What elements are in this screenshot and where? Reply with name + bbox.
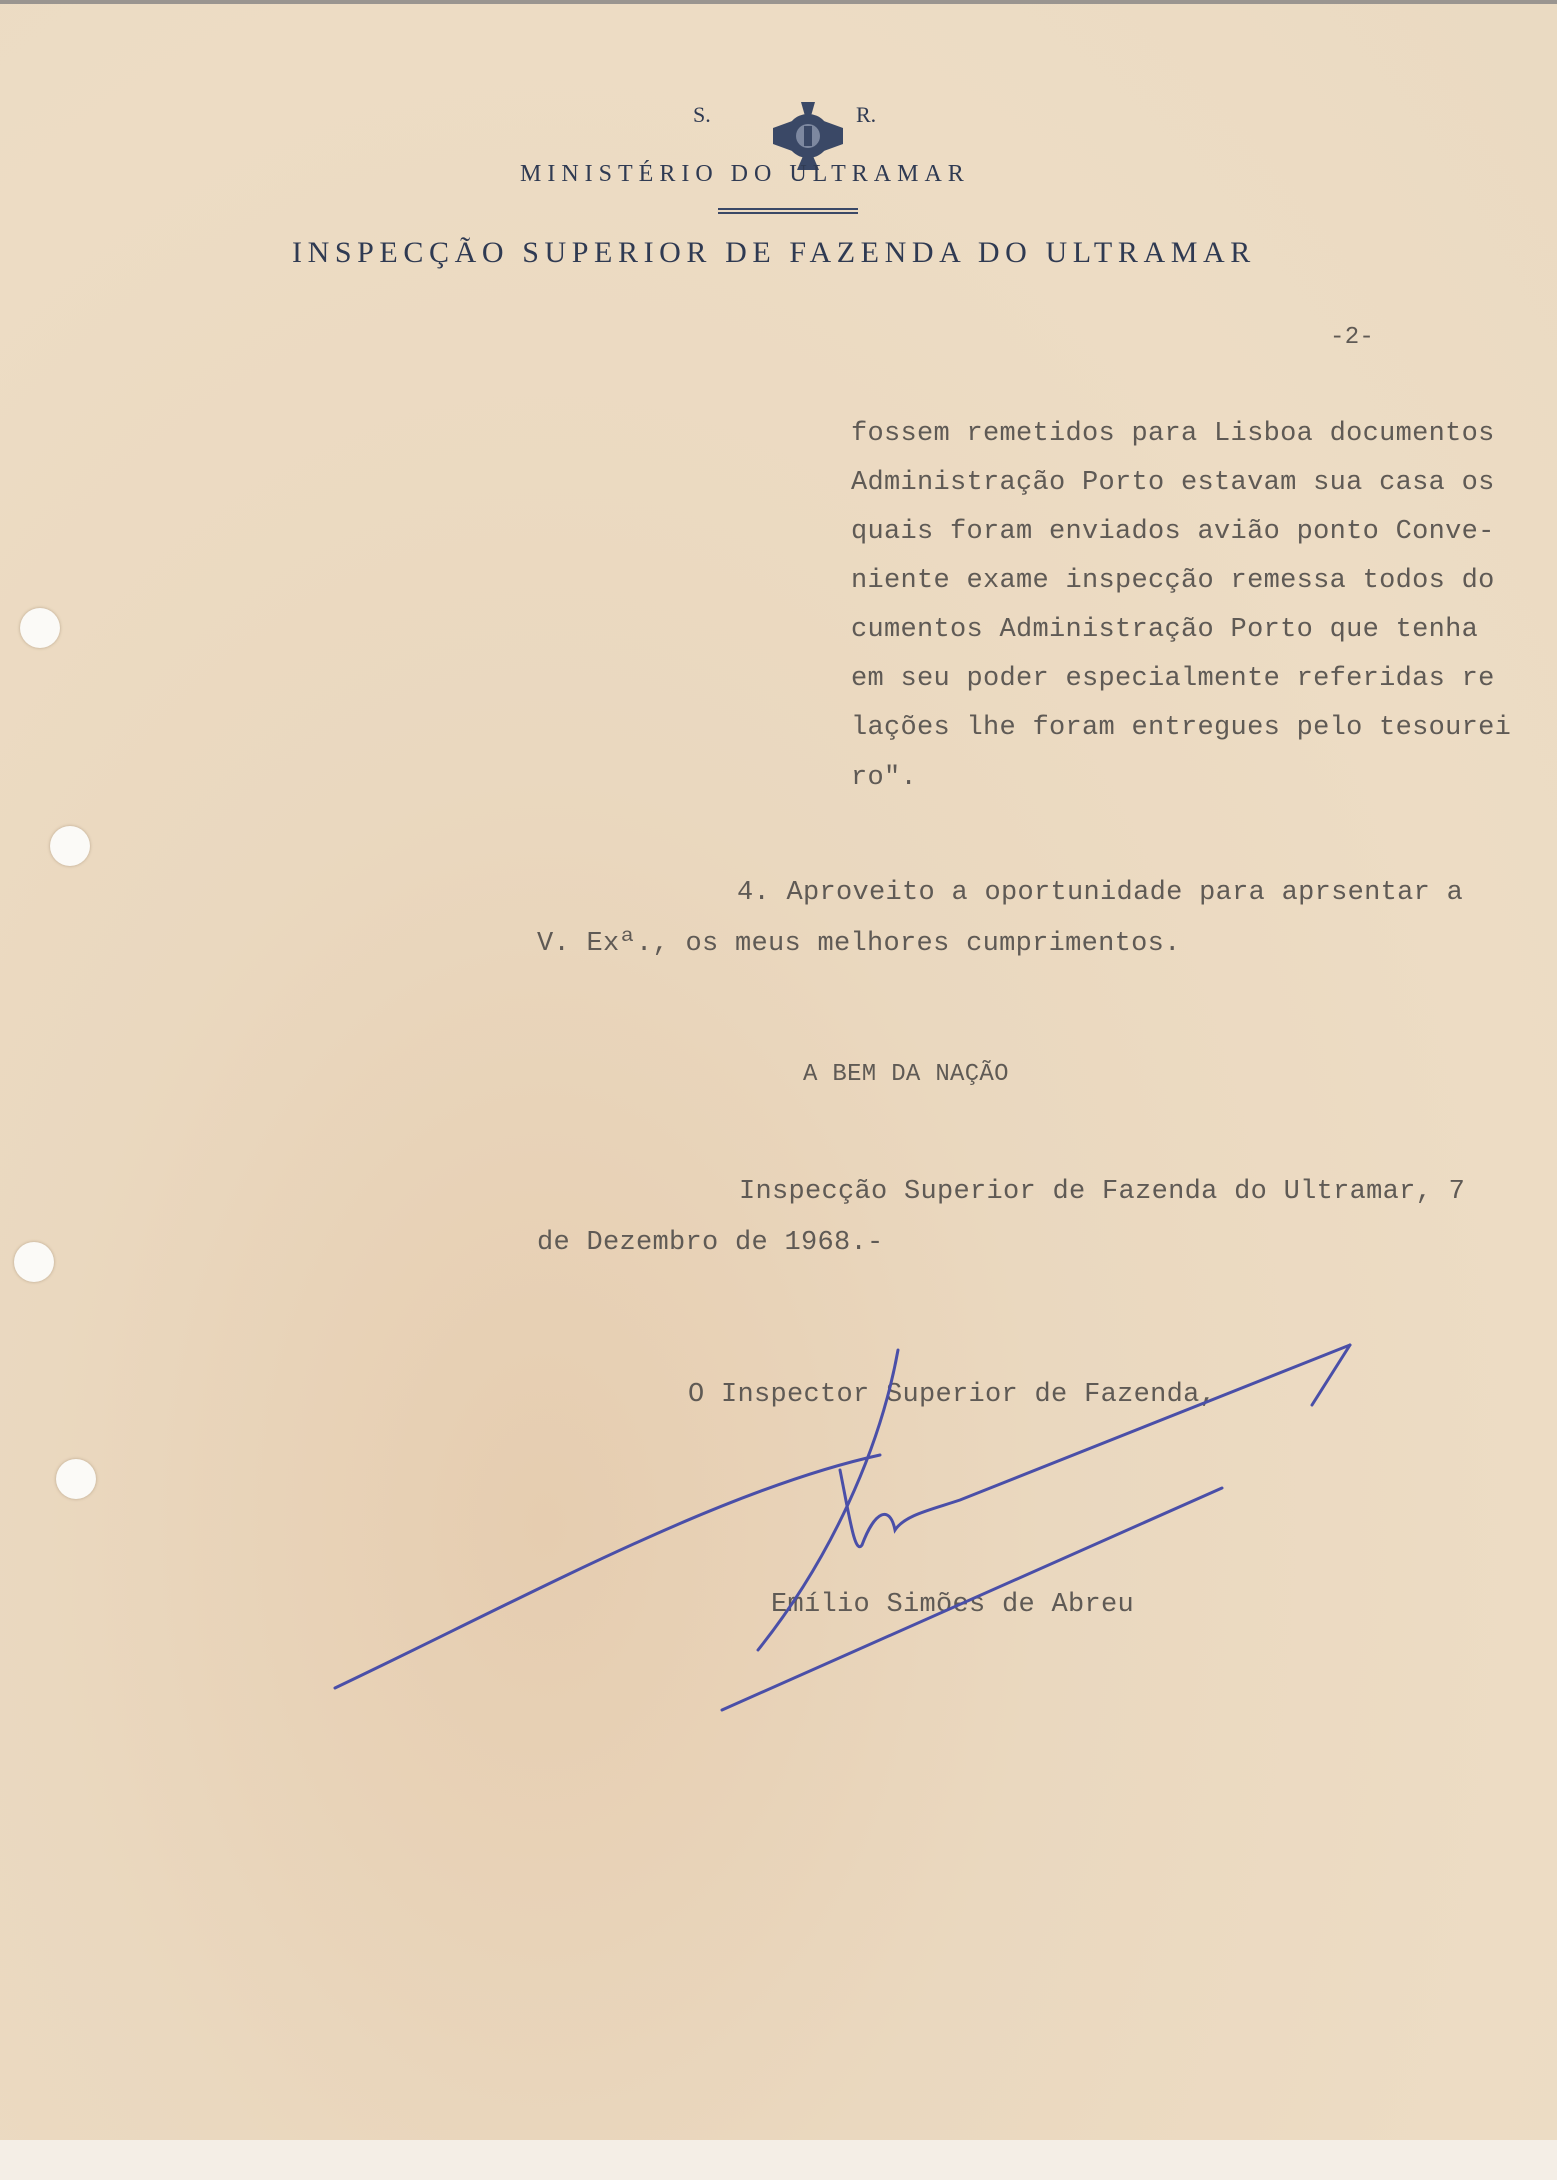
text-line: niente exame inspecção remessa todos do xyxy=(851,566,1495,596)
text-line: quais foram enviados avião ponto Conve- xyxy=(851,517,1495,547)
text-line: fossem remetidos para Lisboa documentos xyxy=(851,419,1495,449)
text-line: cumentos Administração Porto que tenha xyxy=(851,615,1479,645)
scan-bottom-edge xyxy=(0,2140,1557,2180)
letterhead-left-initial: S. xyxy=(693,102,711,127)
signatory-name: Emílio Simões de Abreu xyxy=(771,1590,1135,1620)
place-date-line: de Dezembro de 1968.- xyxy=(537,1228,884,1258)
paragraph-4-line: 4. Aproveito a oportunidade para aprsentar a xyxy=(737,878,1464,908)
ministry-name: MINISTÉRIO DO ULTRAMAR xyxy=(520,161,970,187)
signatory-title: O Inspector Superior de Fazenda, xyxy=(688,1380,1217,1410)
text-line: ro". xyxy=(851,763,918,793)
page-number: -2- xyxy=(1330,324,1375,351)
department-name: INSPECÇÃO SUPERIOR DE FAZENDA DO ULTRAMAR xyxy=(292,236,1256,269)
place-date-line: Inspecção Superior de Fazenda do Ultramar, 7 xyxy=(739,1177,1466,1207)
text-line: Administração Porto estavam sua casa os xyxy=(851,468,1495,498)
letterhead-right-initial: R. xyxy=(856,102,877,127)
text-line: lações lhe foram entregues pelo tesourei xyxy=(851,713,1512,743)
salutation: A BEM DA NAÇÃO xyxy=(803,1061,1009,1088)
text-line: em seu poder especialmente referidas re xyxy=(851,664,1495,694)
paragraph-4-line: V. Exª., os meus melhores cumprimentos. xyxy=(537,929,1181,959)
